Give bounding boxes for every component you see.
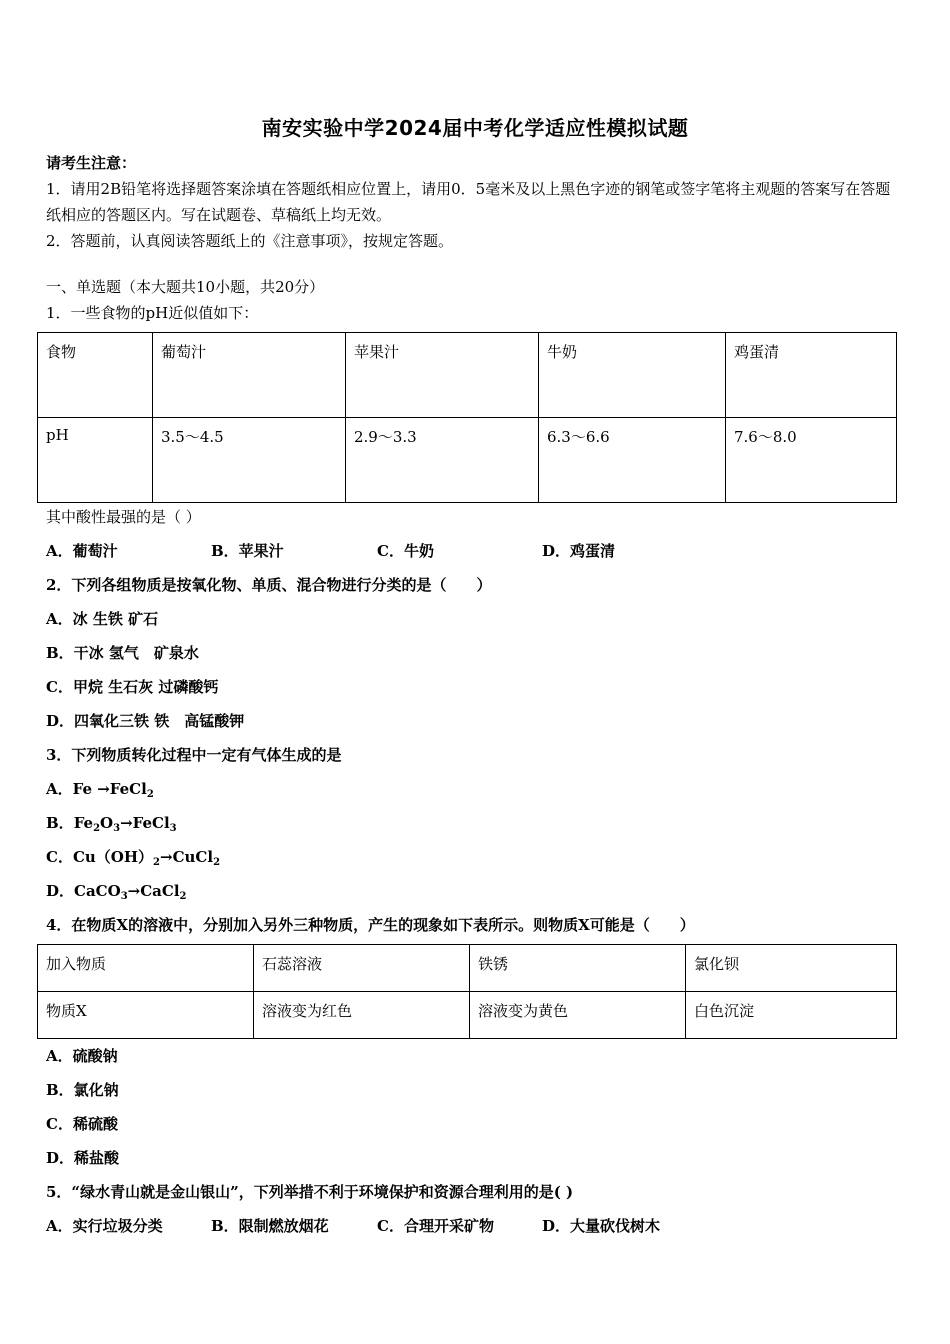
table-cell: 氯化钡 (686, 945, 897, 992)
table-cell: 2.9～3.3 (346, 418, 539, 503)
q4-option-b[interactable]: B．氯化钠 (46, 1081, 119, 1099)
table-cell: pH (38, 418, 153, 503)
q5-stem: 5．“绿水青山就是金山银山”，下列举措不利于环境保护和资源合理利用的是( ) (46, 1183, 574, 1201)
reaction-table (37, 944, 897, 1039)
q1-option-c[interactable]: C．牛奶 (377, 542, 434, 560)
page-title: 南安实验中学2024届中考化学适应性模拟试题 (261, 116, 689, 140)
q3-option-c[interactable] (46, 846, 220, 868)
q1-question: 其中酸性最强的是（ ） (46, 508, 201, 526)
option-letter: A． (46, 780, 73, 798)
q2-option-d[interactable]: D．四氧化三铁 铁 高锰酸钾 (46, 712, 245, 730)
q1-option-b[interactable]: B．苹果汁 (211, 542, 284, 560)
table-row (38, 418, 897, 503)
q4-stem: 4．在物质X的溶液中，分别加入另外三种物质，产生的现象如下表所示。则物质X可能是（ ） (46, 916, 695, 934)
table-cell: 苹果汁 (346, 333, 539, 418)
subscript: 3 (113, 823, 121, 834)
option-letter: D． (46, 882, 75, 900)
formula: O (100, 814, 114, 832)
q3-option-a[interactable] (46, 778, 154, 800)
q2-stem: 2．下列各组物质是按氧化物、单质、混合物进行分类的是（ ） (46, 576, 492, 594)
q5-option-b[interactable]: B．限制燃放烟花 (211, 1217, 329, 1235)
table-cell: 加入物质 (38, 945, 254, 992)
table-cell: 白色沉淀 (686, 992, 897, 1039)
q5-option-c[interactable]: C．合理开采矿物 (377, 1217, 494, 1235)
q3-option-b[interactable] (46, 812, 177, 834)
table-row (38, 333, 897, 418)
q2-option-b[interactable]: B．干冰 氢气 矿泉水 (46, 644, 199, 662)
table-cell: 7.6～8.0 (726, 418, 897, 503)
q1-option-a[interactable]: A．葡萄汁 (46, 542, 118, 560)
ph-table (37, 332, 897, 503)
notice-item-2: 2．答题前，认真阅读答题纸上的《注意事项》，按规定答题。 (46, 232, 454, 250)
option-letter: C． (46, 848, 73, 866)
table-cell: 6.3～6.6 (539, 418, 726, 503)
table-row (38, 992, 897, 1039)
q1-option-d[interactable]: D．鸡蛋清 (542, 542, 616, 560)
subscript: 2 (213, 857, 221, 868)
table-cell: 石蕊溶液 (254, 945, 470, 992)
formula: Fe →FeCl (72, 780, 147, 798)
table-cell: 葡萄汁 (153, 333, 346, 418)
table-cell: 牛奶 (539, 333, 726, 418)
q3-option-d[interactable] (46, 880, 187, 902)
q3-stem: 3．下列物质转化过程中一定有气体生成的是 (46, 746, 342, 764)
notice-heading: 请考生注意： (46, 154, 137, 172)
notice-block (46, 176, 896, 254)
subscript: 2 (146, 789, 154, 800)
table-cell: 溶液变为黄色 (470, 992, 686, 1039)
formula: Fe (73, 814, 94, 832)
table-cell: 3.5～4.5 (153, 418, 346, 503)
subscript: 3 (120, 891, 128, 902)
q2-option-c[interactable]: C．甲烷 生石灰 过磷酸钙 (46, 678, 219, 696)
subscript: 3 (169, 823, 177, 834)
q4-option-c[interactable]: C．稀硫酸 (46, 1115, 118, 1133)
table-cell: 溶液变为红色 (254, 992, 470, 1039)
formula: →CaCl (127, 882, 180, 900)
section-heading: 一、单选题（本大题共10小题，共20分） (46, 278, 325, 296)
q1-stem: 1．一些食物的pH近似值如下： (46, 304, 259, 322)
q4-option-a[interactable]: A．硫酸钠 (46, 1047, 118, 1065)
formula: →CuCl (160, 848, 214, 866)
formula: Cu（OH） (72, 848, 154, 866)
subscript: 2 (153, 857, 161, 868)
table-cell: 物质X (38, 992, 254, 1039)
table-cell: 鸡蛋清 (726, 333, 897, 418)
q5-option-a[interactable]: A．实行垃圾分类 (46, 1217, 163, 1235)
q5-option-d[interactable]: D．大量砍伐树木 (542, 1217, 661, 1235)
notice-item-1: 1．请用2B铅笔将选择题答案涂填在答题纸相应位置上，请用0．5毫米及以上黑色字迹的钢笔或签字笔将主观题的答案写在答题纸相应的答题区内。写在试题卷、草稿纸上均无效。 (46, 180, 891, 224)
table-row (38, 945, 897, 992)
q2-option-a[interactable]: A．冰 生铁 矿石 (46, 610, 159, 628)
formula: CaCO (74, 882, 121, 900)
q4-option-d[interactable]: D．稀盐酸 (46, 1149, 120, 1167)
subscript: 2 (179, 891, 187, 902)
subscript: 2 (93, 823, 101, 834)
table-cell: 铁锈 (470, 945, 686, 992)
option-letter: B． (46, 814, 74, 832)
formula: →FeCl (120, 814, 170, 832)
table-cell: 食物 (38, 333, 153, 418)
